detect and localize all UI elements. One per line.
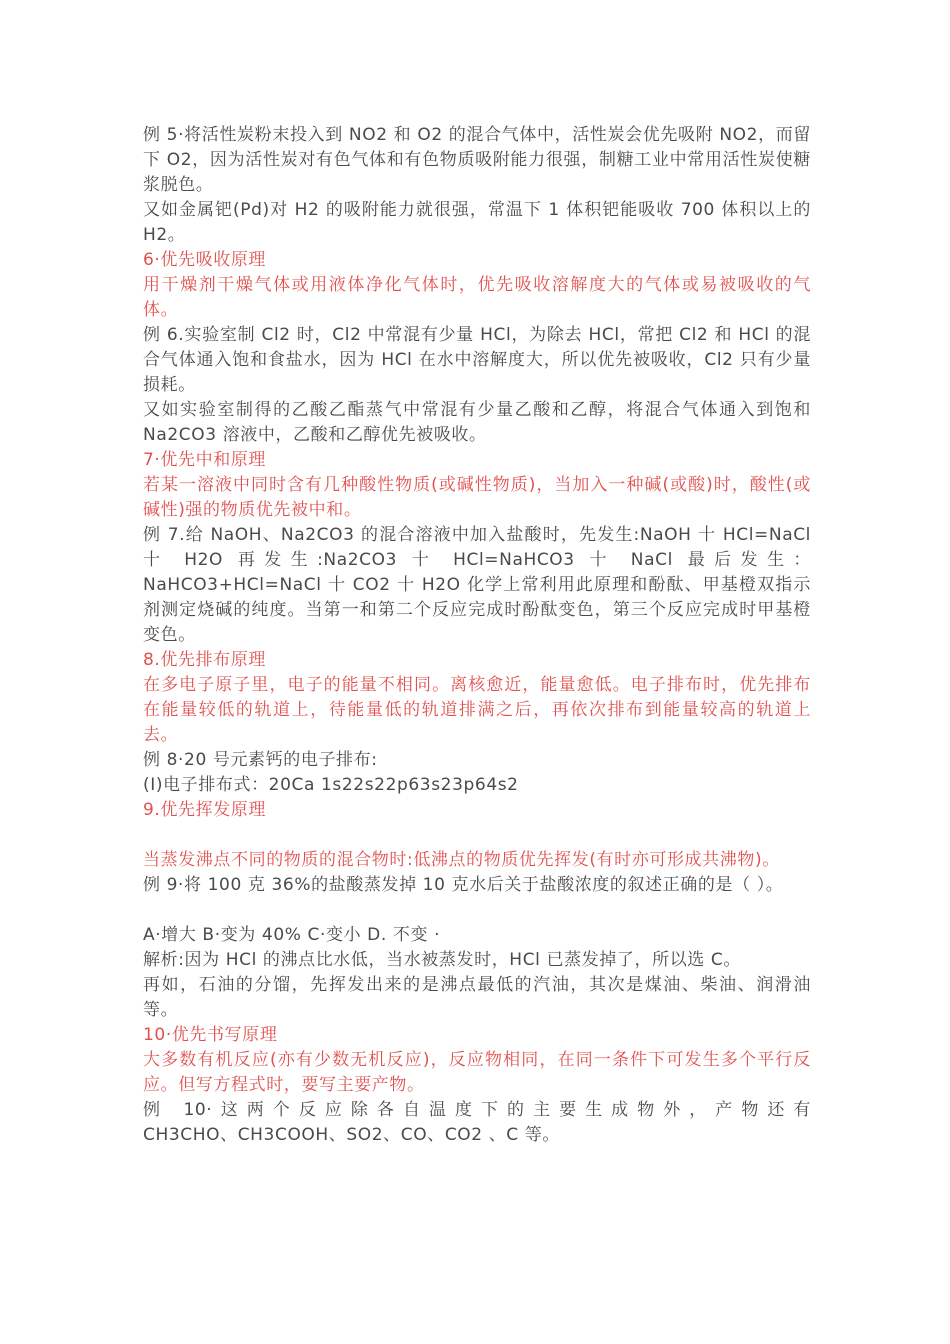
document-page [143,123,811,1148]
example-9-extra: 再如，石油的分馏，先挥发出来的是沸点最低的汽油，其次是煤油、柴油、润滑油等。 [143,975,811,1020]
example-8-config: (I)电子排布式：20Ca 1s22s22p63s23p64s2 [143,775,519,795]
principle-10: 大多数有机反应(亦有少数无机反应)，反应物相同，在同一条件下可发生多个平行反应。但写方程式时，要写主要产物。 [143,1050,811,1095]
example-10-line2: CH3CHO、CH3COOH、SO2、CO、CO2 、C 等。 [143,1125,560,1145]
heading-8: 8.优先排布原理 [143,650,267,670]
heading-6: 6·优先吸收原理 [143,250,267,270]
example-5: 例 5·将活性炭粉末投入到 NO2 和 O2 的混合气体中，活性炭会优先吸附 NO2，而留下 O2，因为活性炭对有色气体和有色物质吸附能力很强，制糖工业中常用活性炭使糖浆脱色。 [143,125,811,195]
principle-8: 在多电子原子里，电子的能量不相同。离核愈近，能量愈低。电子排布时，优先排布在能量较低的轨道上，待能量低的轨道排满之后，再依次排布到能量较高的轨道上去。 [143,675,811,745]
example-9-analysis: 解析:因为 HCl 的沸点比水低，当水被蒸发时，HCl 已蒸发掉了，所以选 C。 [143,950,741,970]
principle-6: 用干燥剂干燥气体或用液体净化气体时，优先吸收溶解度大的气体或易被吸收的气体。 [143,275,811,320]
heading-9: 9.优先挥发原理 [143,800,267,820]
heading-10: 10·优先书写原理 [143,1025,278,1045]
example-6: 例 6.实验室制 Cl2 时，Cl2 中常混有少量 HCl，为除去 HCl，常把 Cl2 和 HCl 的混合气体通入饱和食盐水，因为 HCl 在水中溶解度大，所以优先被吸收，Cl2 只有少量损耗。 [143,325,811,395]
principle-7: 若某一溶液中同时含有几种酸性物质(或碱性物质)，当加入一种碱(或酸)时，酸性(或碱性)强的物质优先被中和。 [143,475,811,520]
principle-9: 当蒸发沸点不同的物质的混合物时:低沸点的物质优先挥发(有时亦可形成共沸物)。 [143,850,780,870]
example-8: 例 8·20 号元素钙的电子排布: [143,750,378,770]
example-10-line1: 例 10·这两个反应除各自温度下的主要生成物外，产物还有 [143,1100,811,1120]
spacer [143,898,811,923]
example-7: 例 7.给 NaOH、Na2CO3 的混合溶液中加入盐酸时，先发生:NaOH 十 HCl=NaCl 十 H2O 再发生:Na2CO3 十 HCl=NaHCO3 十 NaCl 最后发生： NaHCO3+HCl=NaCl 十 CO2 十 H2O 化学上常利用此原理和酚酞、甲基橙双指示剂测定烧碱的纯度。当第一和第二个反应完成时酚酞变色，第三个反应完成时甲基橙变色。 [143,525,811,645]
example-6-extra: 又如实验室制得的乙酸乙酯蒸气中常混有少量乙酸和乙醇，将混合气体通入到饱和 Na2CO3 溶液中，乙酸和乙醇优先被吸收。 [143,400,811,445]
example-9: 例 9·将 100 克 36%的盐酸蒸发掉 10 克水后关于盐酸浓度的叙述正确的是（ ）。 [143,875,784,895]
example-5-extra: 又如金属钯(Pd)对 H2 的吸附能力就很强，常温下 1 体积钯能吸收 700 体积以上的 H2。 [143,200,811,245]
heading-7: 7·优先中和原理 [143,450,267,470]
example-9-options: A·增大 B·变为 40% C·变小 D. 不变 · [143,925,441,945]
spacer [143,823,811,848]
